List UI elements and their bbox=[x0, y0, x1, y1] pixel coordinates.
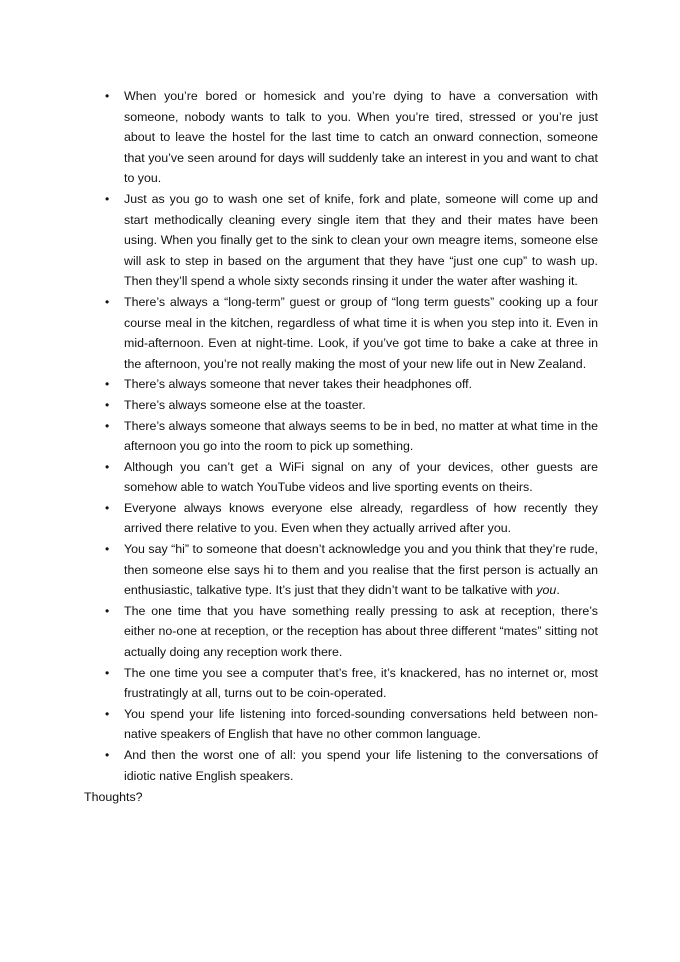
bullet-text: Although you can’t get a WiFi signal on any of your devices, other guests are somehow able to watch YouTube videos and live sporting events on theirs. bbox=[124, 459, 598, 495]
bullet-text: And then the worst one of all: you spend your life listening to the conversations of idiotic native English speakers. bbox=[124, 748, 598, 783]
bullet-item-2 bbox=[124, 189, 598, 292]
bullet-text: You say “hi” to someone that doesn’t acknowledge you and you think that they’re rude, then someone else says hi to them and you realise that the first person is actually an enthusiastic, talkative type. It’s just that they didn’t want to be talkative with bbox=[124, 542, 598, 598]
bullet-item-13 bbox=[124, 745, 598, 786]
bullet-item-10 bbox=[124, 601, 598, 663]
bullet-text-tail: . bbox=[556, 583, 560, 598]
bullet-text: There’s always someone else at the toaster. bbox=[124, 397, 366, 412]
bullet-item-11 bbox=[124, 663, 598, 704]
bullet-text: The one time you see a computer that’s free, it’s knackered, has no internet or, most frustratingly at all, turns out to be coin-operated. bbox=[124, 665, 598, 701]
bullet-text: The one time that you have something really pressing to ask at reception, there’s either no-one at reception, or the reception has about three different “mates” sitting not actually doing any reception work there. bbox=[124, 603, 598, 660]
bullet-item-8 bbox=[124, 498, 598, 539]
bullet-item-9 bbox=[124, 539, 598, 601]
emphasis-text: you bbox=[536, 583, 557, 598]
bullet-item-12 bbox=[124, 704, 598, 745]
bullet-text: There’s always someone that never takes their headphones off. bbox=[124, 377, 473, 392]
bullet-text: Just as you go to wash one set of knife, fork and plate, someone will come up and start methodically cleaning every single item that they and their mates have been using. When you finally get to the sink to clean your own meagre items, someone else will ask to step in based on the argument that they have “just one cup” to wash up. Then they’ll spend a whole sixty seconds rinsing it under the water after washing it. bbox=[124, 191, 598, 289]
bullet-text: When you’re bored or homesick and you’re dying to have a conversation with someone, nobody wants to talk to you. When you’re tired, stressed or you’re just about to leave the hostel for the last time to catch an onward connection, someone that you’ve seen around for days will suddenly take an interest in you and want to chat to you. bbox=[124, 89, 598, 186]
closing-question: Thoughts? bbox=[84, 790, 143, 804]
bullet-list bbox=[124, 86, 598, 786]
bullet-item-1 bbox=[124, 86, 598, 189]
bullet-item-6 bbox=[124, 416, 598, 457]
bullet-item-3 bbox=[124, 292, 598, 374]
bullet-text: There’s always a “long-term” guest or group of “long term guests” cooking up a four course meal in the kitchen, regardless of what time it is when you step into it. Even in mid-afternoon. Even at night-time. Look, if you’ve got time to bake a cake at three in the afternoon, you’re not really making the most of your new life out in New Zealand. bbox=[124, 294, 598, 371]
bullet-item-4 bbox=[124, 374, 598, 395]
bullet-text: Everyone always knows everyone else already, regardless of how recently they arrived there relative to you. Even when they actually arrived after you. bbox=[124, 500, 598, 536]
bullet-item-7 bbox=[124, 457, 598, 498]
bullet-text: There’s always someone that always seems to be in bed, no matter at what time in the afternoon you go into the room to pick up something. bbox=[124, 418, 598, 454]
bullet-text: You spend your life listening into forced-sounding conversations held between non-native speakers of English that have no other common language. bbox=[124, 706, 598, 742]
bullet-item-5 bbox=[124, 395, 598, 416]
